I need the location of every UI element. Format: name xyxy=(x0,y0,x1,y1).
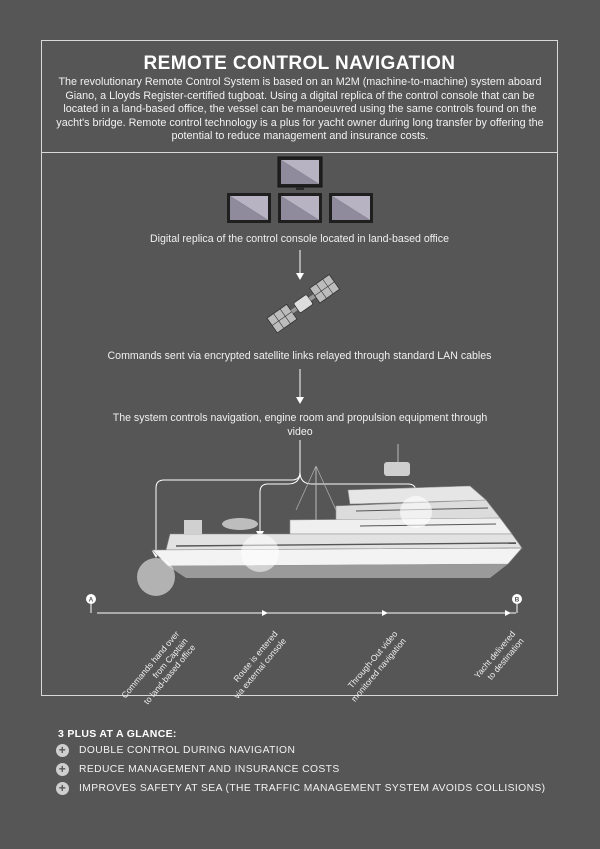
page-title: REMOTE CONTROL NAVIGATION xyxy=(143,53,456,74)
monitor-icon-left xyxy=(227,193,271,223)
plus-section-title: 3 PLUS AT A GLANCE: xyxy=(58,728,177,740)
plus-item-3 xyxy=(56,782,546,795)
timeline-label-4: Yacht delivered to destination xyxy=(472,629,526,682)
plus-item-3-text: IMPROVES SAFETY AT SEA (THE TRAFFIC MANAGEMENT SYSTEM AVOIDS COLLISIONS) xyxy=(79,783,546,794)
plus-circle-icon: + xyxy=(56,744,69,757)
timeline-label-1: Commands hand over from Captain to land-based office xyxy=(119,629,198,707)
timeline xyxy=(91,604,517,616)
plus-item-1 xyxy=(56,744,295,757)
timeline-start-label: A xyxy=(88,596,94,604)
monitor-icon-center xyxy=(278,193,322,223)
intro-text: The revolutionary Remote Control System is based on an M2M (machine-to-machine) system aboard Giano, a Lloyds Register-certified tugboat. Using a digital replica of the control console that can be located in a land-based office, the vessel can be manoeuvred using the same controls found on the yacht's bridge. Remote control technology is a plus for yacht owner during long transfer by offering the potential to reduce management and insurance costs. xyxy=(56,76,544,143)
plus-item-2-text: REDUCE MANAGEMENT AND INSURANCE COSTS xyxy=(79,764,340,775)
monitor-icon-top xyxy=(278,157,322,190)
step-1-caption: Digital replica of the control console located in land-based office xyxy=(150,233,449,245)
step-2-caption: Commands sent via encrypted satellite links relayed through standard LAN cables xyxy=(107,350,492,362)
plus-item-2 xyxy=(56,763,340,776)
highlight-circle-2 xyxy=(241,534,279,572)
yacht-illustration xyxy=(152,444,522,578)
arrow-2 xyxy=(296,369,304,404)
step-3-caption: The system controls navigation, engine room and propulsion equipment through video xyxy=(112,412,488,438)
arrow-1 xyxy=(296,250,304,280)
plus-circle-icon: + xyxy=(56,782,69,795)
timeline-label-3: Through-Out video monitored navigation xyxy=(345,629,408,704)
highlight-circle-3 xyxy=(400,496,432,528)
monitor-icon-right xyxy=(329,193,373,223)
plus-circle-icon: + xyxy=(56,763,69,776)
timeline-end-label: B xyxy=(514,596,520,604)
highlight-circle-1 xyxy=(137,558,175,596)
satellite-icon xyxy=(267,275,340,333)
plus-item-1-text: DOUBLE CONTROL DURING NAVIGATION xyxy=(79,745,296,756)
timeline-label-2: Route is entered via external console xyxy=(231,629,288,701)
